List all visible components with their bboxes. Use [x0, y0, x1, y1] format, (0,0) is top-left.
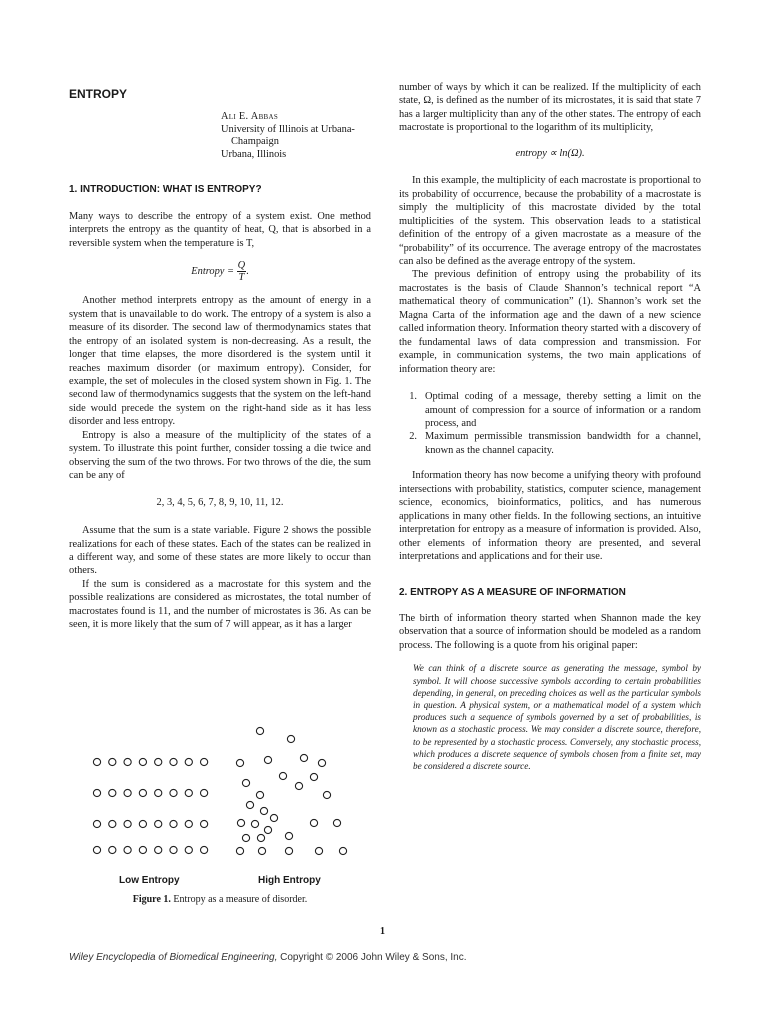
high-entropy-molecule: [236, 759, 243, 766]
left-column: [69, 84, 371, 632]
low-entropy-molecule: [201, 758, 208, 765]
affiliation-line-1: University of Illinois at Urbana-: [221, 123, 355, 135]
low-entropy-molecule: [170, 846, 177, 853]
low-entropy-molecule: [139, 758, 146, 765]
section-1-heading: 1. INTRODUCTION: WHAT IS ENTROPY?: [69, 184, 262, 196]
page-footer: [69, 952, 467, 963]
high-entropy-molecule: [251, 820, 258, 827]
high-entropy-molecule: [279, 772, 286, 779]
low-entropy-molecule: [170, 820, 177, 827]
figure-1-caption-text: Entropy as a measure of disorder.: [173, 894, 308, 905]
article-title: ENTROPY: [69, 87, 128, 101]
high-entropy-label: High Entropy: [258, 875, 321, 886]
low-entropy-molecule: [201, 789, 208, 796]
equation-numerator: Q: [237, 260, 246, 272]
high-entropy-molecule: [242, 834, 249, 841]
author-block: [221, 111, 371, 161]
high-entropy-molecule: [257, 834, 264, 841]
high-entropy-molecule: [333, 819, 340, 826]
low-entropy-molecule: [124, 758, 131, 765]
equation-entropy-multiplicity: entropy ∝ ln(Ω).: [515, 147, 585, 159]
low-entropy-molecule: [185, 846, 192, 853]
low-entropy-molecule: [155, 820, 162, 827]
figure-1-caption-label: Figure 1.: [132, 894, 171, 905]
applications-list: [399, 390, 701, 457]
low-entropy-molecule: [185, 820, 192, 827]
list-item: [399, 390, 701, 430]
figure-1-caption: [80, 894, 360, 905]
figure-1-graphic: [80, 720, 360, 890]
low-entropy-molecule: [139, 846, 146, 853]
right-paragraph-1: number of ways by which it can be realized. If the multiplicity of each state, Ω, is defined as the number of its microstates, it is said that state 7 has a larger multiplicity than any of the other states. The entropy of each macrostate is proportional to the logarithm of its multiplicity,: [399, 82, 701, 134]
low-entropy-molecule: [201, 846, 208, 853]
high-entropy-molecule: [339, 847, 346, 854]
high-entropy-molecule: [264, 826, 271, 833]
high-entropy-molecule: [310, 819, 317, 826]
low-entropy-molecule: [155, 789, 162, 796]
high-entropy-molecule: [270, 814, 277, 821]
low-entropy-molecule: [109, 789, 116, 796]
list-item-number: 1.: [409, 391, 417, 403]
low-entropy-molecule: [155, 758, 162, 765]
section-2-heading: 2. ENTROPY AS A MEASURE OF INFORMATION: [399, 586, 626, 598]
high-entropy-molecule: [300, 754, 307, 761]
low-entropy-label: Low Entropy: [119, 875, 180, 886]
low-entropy-molecule: [139, 789, 146, 796]
equation-entropy-heat: [69, 260, 371, 283]
section-1-paragraph-5: If the sum is considered as a macrostate for this system and the possible realizations are considered as microstates, the total number of macrostates found is 11, and the number of microstates is 36. As can be seen, it is more likely that the sum of 7 will appear, as it has a larger: [69, 578, 371, 631]
list-item: [399, 430, 701, 457]
equation-lhs: Entropy =: [191, 266, 234, 278]
low-entropy-molecule: [124, 846, 131, 853]
high-entropy-molecule: [310, 773, 317, 780]
affiliation-location: Urbana, Illinois: [221, 148, 287, 160]
section-1-paragraph-2: Another method interprets entropy as the amount of energy in a system that is unavailable to do work. The entropy of a system is also a measure of its disorder. The second law of thermodynamics states that the entropy of an isolated system is non-decreasing. As a result, the longer that time elapses, the more disordered is the system until it reaches maximum disorder (or maximum entropy). Consider, for example, the set of molecules in the closed system shown in Fig. 1. The second law of thermodynamics suggests that the system on the left-hand side would precede the system on the right-hand side as it has less disorder and less entropy.: [69, 295, 371, 428]
low-entropy-molecule: [124, 789, 131, 796]
low-entropy-molecule: [201, 820, 208, 827]
right-column: [399, 81, 701, 772]
low-entropy-molecule: [185, 758, 192, 765]
section-1-paragraph-4: Assume that the sum is a state variable. Figure 2 shows the possible realizations for each of these states. Each of the states can be realized in a different way, and some of these states are more likely to occur than others.: [69, 525, 371, 577]
section-2-paragraph-1: The birth of information theory started when Shannon made the key observation that a source of information should be modeled as a random process. The following is a quote from his original paper:: [399, 612, 701, 651]
affiliation-line-2: Champaign: [231, 136, 279, 148]
shannon-quote: We can think of a discrete source as generating the message, symbol by symbol. It will choose successive symbols according to certain probabilities depending, in general, on preceding choices as well as the particular symbols in question. A physical system, or a mathematical model of a system which produces such a sequence of symbols governed by a set of probabilities, is known as a stochastic process. We may consider a discrete source, therefore, to be represented by a stochastic process. Conversely, any stochastic process, which produces a discrete sequence of symbols chosen from a finite set, may be considered a discrete source.: [413, 663, 701, 771]
high-entropy-molecule: [256, 791, 263, 798]
high-entropy-molecule: [318, 759, 325, 766]
footer-copyright: Copyright © 2006 John Wiley & Sons, Inc.: [280, 952, 467, 963]
equation-denominator: T: [238, 272, 245, 284]
section-1-paragraph-3: Entropy is also a measure of the multiplicity of the states of a system. To illustrate this point further, consider tossing a die twice and observing the sum of the two throws. For two throws of the die, the sum can be any of: [69, 429, 371, 482]
low-entropy-molecule: [93, 846, 100, 853]
low-entropy-molecule: [139, 820, 146, 827]
low-entropy-molecule: [93, 789, 100, 796]
right-paragraph-4: Information theory has now become a unifying theory with profound intersections with probability, statistics, computer science, management science, economics, bioinformatics, politics, and has numerous applications in many other fields. In the following sections, an intuitive interpretation for entropy as a measure of information is provided. Also, other elements of information theory are presented, and several interpretations and applications and for their use.: [399, 470, 701, 563]
high-entropy-molecule: [264, 756, 271, 763]
low-entropy-molecule: [185, 789, 192, 796]
high-entropy-molecule: [258, 847, 265, 854]
list-item-text: Optimal coding of a message, thereby setting a limit on the amount of compression for a source of information or a random process, and: [425, 391, 701, 429]
footer-publication: Wiley Encyclopedia of Biomedical Engineering,: [69, 952, 278, 963]
page-number: 1: [380, 926, 385, 937]
high-entropy-molecule: [260, 807, 267, 814]
equation-end: .: [246, 266, 249, 278]
low-entropy-molecule: [93, 758, 100, 765]
low-entropy-molecule: [155, 846, 162, 853]
high-entropy-molecule: [237, 819, 244, 826]
low-entropy-molecule: [109, 820, 116, 827]
list-item-number: 2.: [409, 431, 417, 443]
low-entropy-molecule: [170, 789, 177, 796]
dice-sum-list: 2, 3, 4, 5, 6, 7, 8, 9, 10, 11, 12.: [156, 496, 284, 508]
list-item-text: Maximum permissible transmission bandwidth for a channel, known as the channel capacity.: [425, 431, 701, 456]
figure-1: [80, 720, 360, 910]
high-entropy-molecule: [242, 779, 249, 786]
low-entropy-molecule: [124, 820, 131, 827]
high-entropy-molecule: [295, 782, 302, 789]
low-entropy-molecule: [109, 758, 116, 765]
author-name: Ali E. Abbas: [221, 111, 279, 123]
low-entropy-molecule: [170, 758, 177, 765]
high-entropy-molecule: [323, 791, 330, 798]
high-entropy-molecule: [256, 727, 263, 734]
right-paragraph-2: In this example, the multiplicity of each macrostate is proportional to its probability of occurrence, because the probability of a macrostate is simply the multiplicity of this macrostate divided by the total multiplicities of the system. This observation leads to a statistical definition of the entropy of a given macrostate as a measure of the “probability” of its occurrence. The average entropy of the macrostates can also be defined as the average entropy of the system.: [399, 175, 701, 267]
low-entropy-molecule: [109, 846, 116, 853]
high-entropy-molecule: [285, 832, 292, 839]
section-1-paragraph-1: Many ways to describe the entropy of a system exist. One method interprets the entropy as the quantity of heat, Q, that is absorbed in a reversible system when the temperature is T,: [69, 210, 371, 249]
high-entropy-molecule: [315, 847, 322, 854]
equation-fraction: [237, 260, 247, 283]
low-entropy-molecule: [93, 820, 100, 827]
high-entropy-molecule: [287, 735, 294, 742]
right-paragraph-3: The previous definition of entropy using the probability of its macrostates is the basis of Claude Shannon’s technical report “A mathematical theory of communication” (1). Shannon’s work set the Magna Carta of the information age and the dawn of a new science called information theory. Information theory started with a discovery of the fundamental laws of data compression and transmission. For example, in communication systems, the two main applications of information theory are:: [399, 269, 701, 375]
high-entropy-molecule: [236, 847, 243, 854]
high-entropy-molecule: [246, 801, 253, 808]
high-entropy-molecule: [285, 847, 292, 854]
